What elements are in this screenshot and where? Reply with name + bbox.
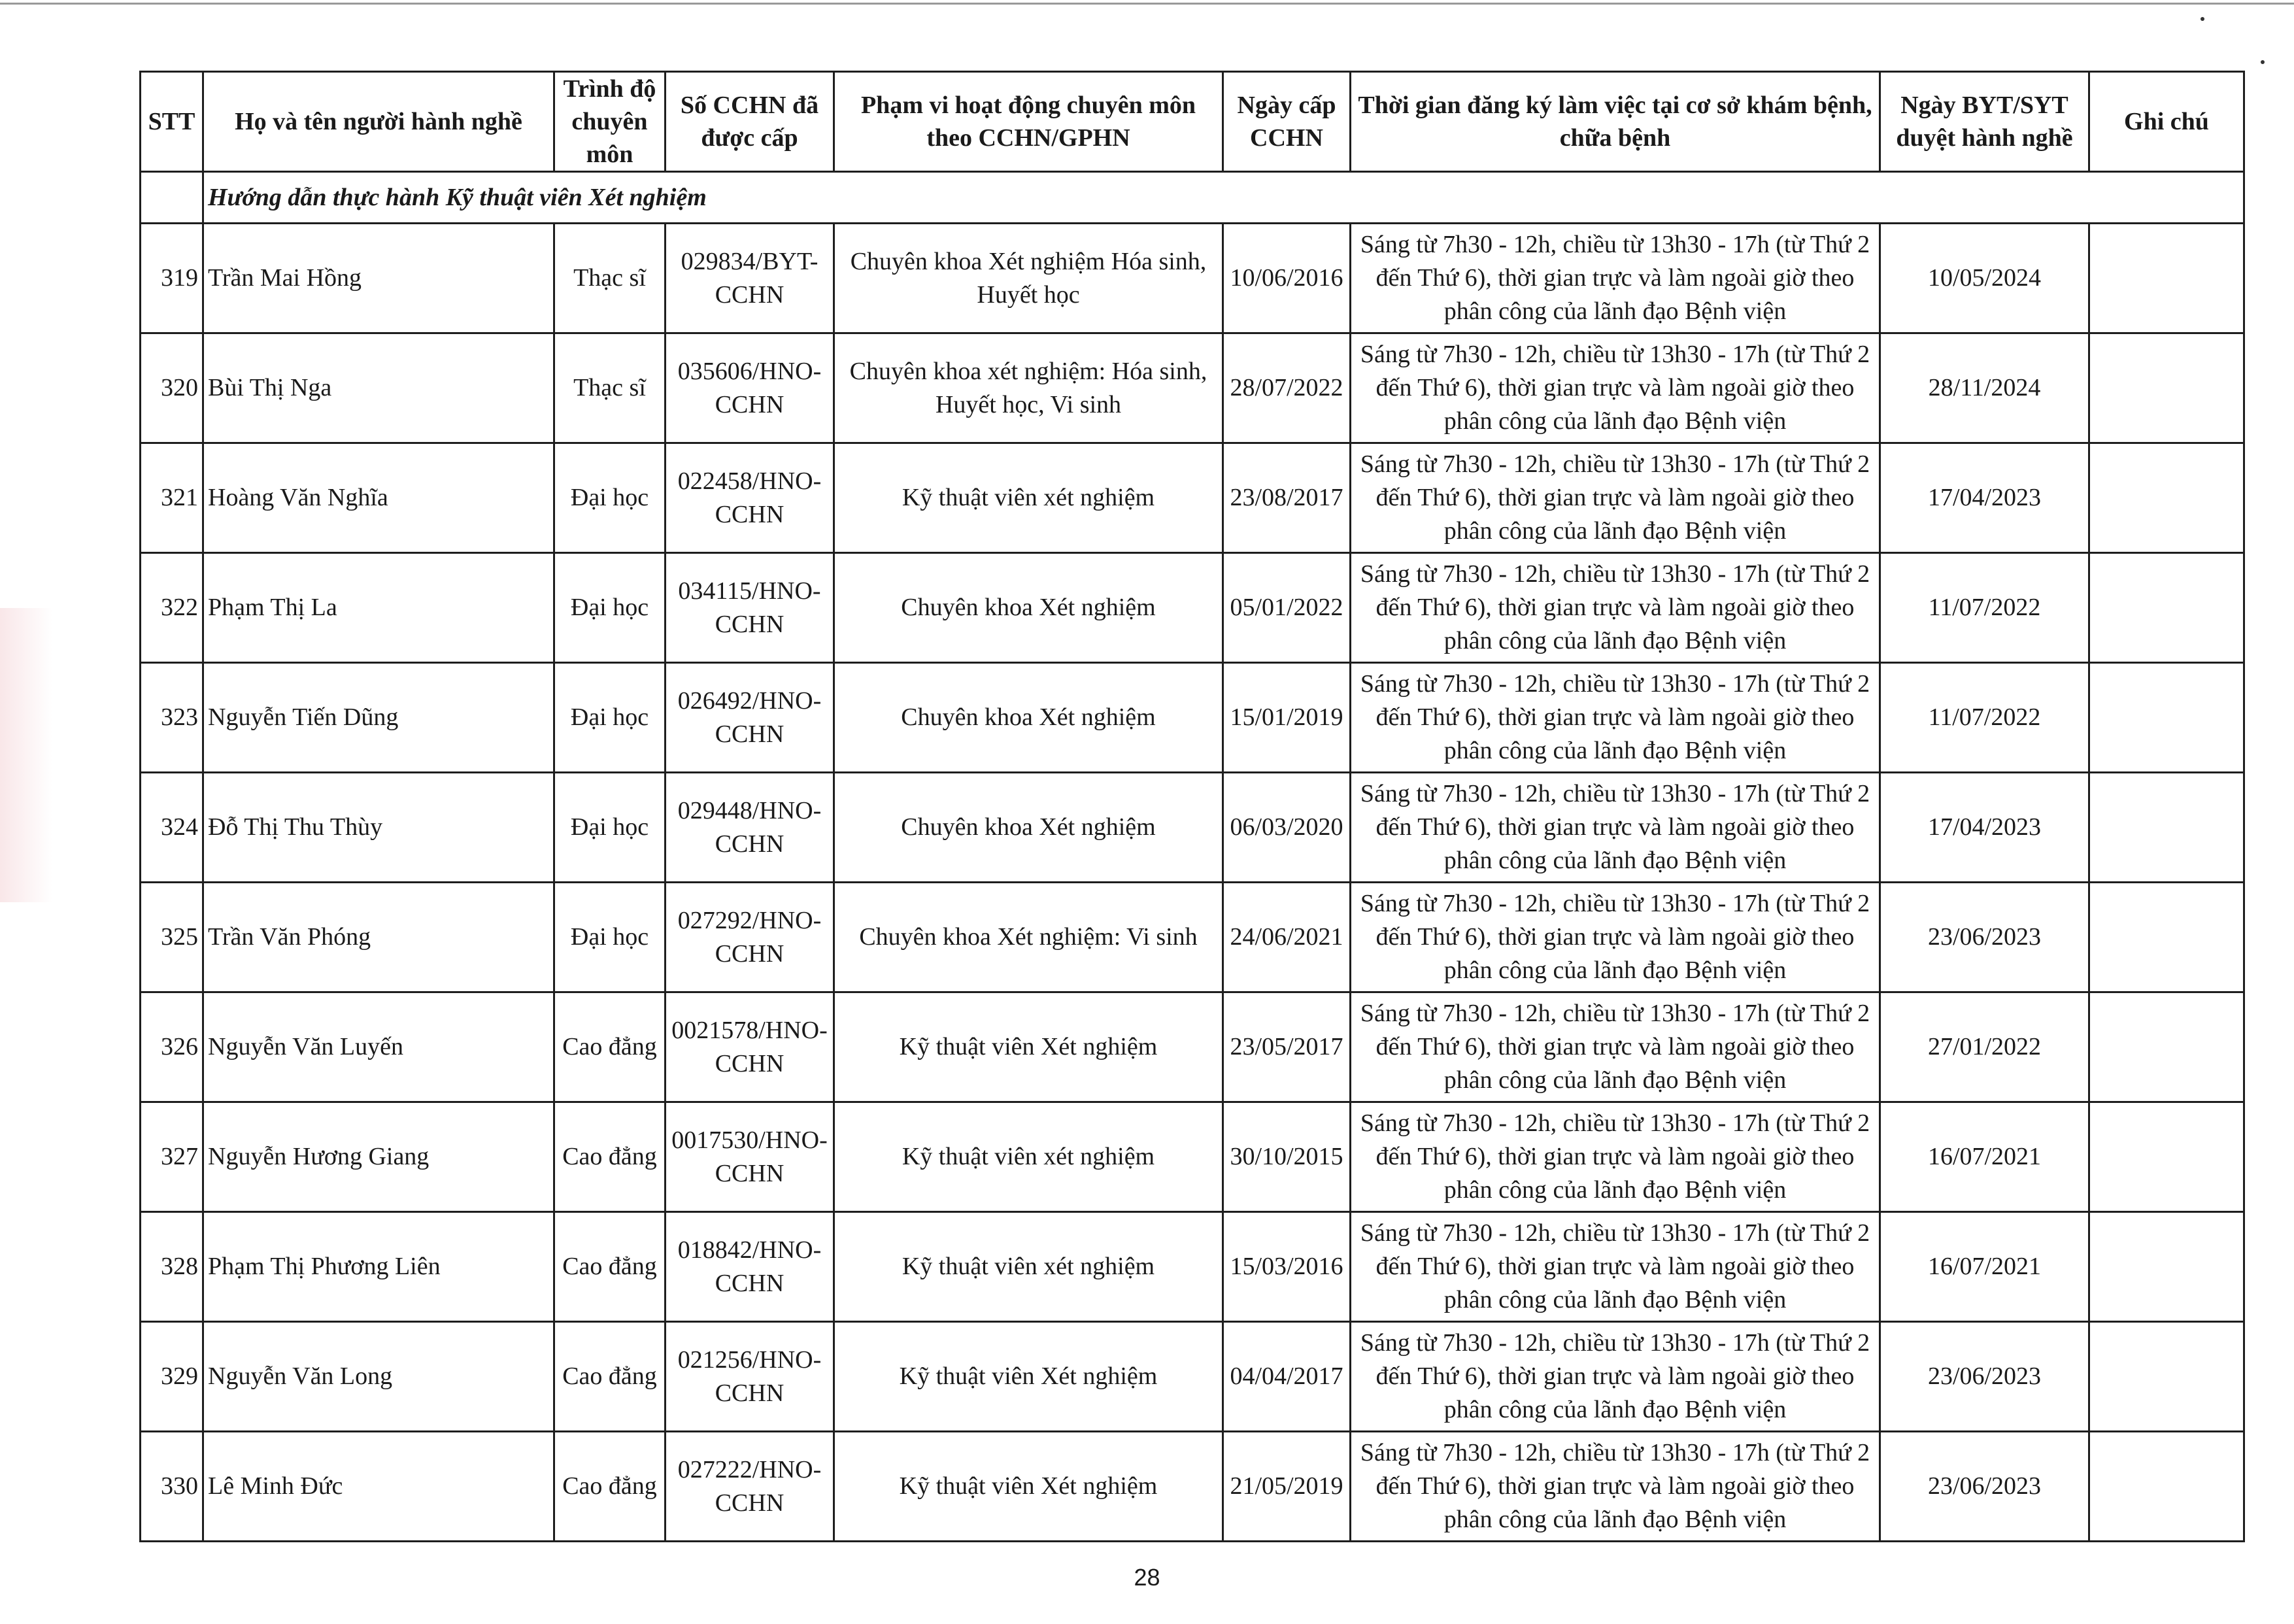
cell-name: Phạm Thị La — [203, 553, 554, 663]
table-row — [141, 1102, 2244, 1212]
cell-scope: Chuyên khoa Xét nghiệm — [834, 663, 1223, 773]
cell-approval-date: 23/06/2023 — [1880, 883, 2089, 992]
cell-issue-date: 28/07/2022 — [1223, 333, 1351, 443]
cell-schedule: Sáng từ 7h30 - 12h, chiều từ 13h30 - 17h (từ Thứ 2 đến Thứ 6), thời gian trực và làm ngoài giờ theo phân công của lãnh đạo Bệnh viện — [1351, 992, 1880, 1102]
cell-issue-date: 23/05/2017 — [1223, 992, 1351, 1102]
cell-scope: Chuyên khoa Xét nghiệm Hóa sinh, Huyết học — [834, 224, 1223, 333]
header-note: Ghi chú — [2089, 72, 2244, 172]
cell-approval-date: 27/01/2022 — [1880, 992, 2089, 1102]
cell-name: Nguyễn Văn Long — [203, 1322, 554, 1432]
cell-cert: 027222/HNO-CCHN — [666, 1432, 834, 1542]
cell-cert: 035606/HNO-CCHN — [666, 333, 834, 443]
table-row — [141, 553, 2244, 663]
header-name: Họ và tên người hành nghề — [203, 72, 554, 172]
cell-scope: Kỹ thuật viên Xét nghiệm — [834, 992, 1223, 1102]
cell-stt: 325 — [141, 883, 203, 992]
cell-issue-date: 15/03/2016 — [1223, 1212, 1351, 1322]
group-row — [141, 172, 2244, 224]
group-stt-cell — [141, 172, 203, 224]
cell-cert: 018842/HNO-CCHN — [666, 1212, 834, 1322]
cell-approval-date: 17/04/2023 — [1880, 773, 2089, 883]
cell-name: Phạm Thị Phương Liên — [203, 1212, 554, 1322]
table-row — [141, 443, 2244, 553]
cell-approval-date: 17/04/2023 — [1880, 443, 2089, 553]
cell-note — [2089, 773, 2244, 883]
cell-note — [2089, 224, 2244, 333]
cell-stt: 320 — [141, 333, 203, 443]
cell-note — [2089, 1432, 2244, 1542]
scan-speck — [2261, 60, 2265, 64]
cell-name: Nguyễn Hương Giang — [203, 1102, 554, 1212]
cell-cert: 021256/HNO-CCHN — [666, 1322, 834, 1432]
stamp-bleed-mark — [0, 608, 52, 902]
cell-note — [2089, 1322, 2244, 1432]
cell-issue-date: 24/06/2021 — [1223, 883, 1351, 992]
cell-schedule: Sáng từ 7h30 - 12h, chiều từ 13h30 - 17h (từ Thứ 2 đến Thứ 6), thời gian trực và làm ngoài giờ theo phân công của lãnh đạo Bệnh viện — [1351, 333, 1880, 443]
cell-stt: 328 — [141, 1212, 203, 1322]
practitioner-table — [139, 71, 2245, 1542]
cell-approval-date: 10/05/2024 — [1880, 224, 2089, 333]
cell-note — [2089, 1212, 2244, 1322]
cell-name: Nguyễn Văn Luyến — [203, 992, 554, 1102]
cell-schedule: Sáng từ 7h30 - 12h, chiều từ 13h30 - 17h (từ Thứ 2 đến Thứ 6), thời gian trực và làm ngoài giờ theo phân công của lãnh đạo Bệnh viện — [1351, 1432, 1880, 1542]
cell-approval-date: 23/06/2023 — [1880, 1322, 2089, 1432]
cell-approval-date: 11/07/2022 — [1880, 553, 2089, 663]
table-row — [141, 1432, 2244, 1542]
cell-scope: Kỹ thuật viên Xét nghiệm — [834, 1432, 1223, 1542]
scan-speck — [2201, 17, 2204, 21]
cell-level: Cao đẳng — [554, 1322, 666, 1432]
cell-cert: 0021578/HNO-CCHN — [666, 992, 834, 1102]
cell-approval-date: 16/07/2021 — [1880, 1102, 2089, 1212]
cell-note — [2089, 553, 2244, 663]
cell-stt: 327 — [141, 1102, 203, 1212]
cell-issue-date: 06/03/2020 — [1223, 773, 1351, 883]
cell-note — [2089, 663, 2244, 773]
cell-level: Thạc sĩ — [554, 333, 666, 443]
cell-note — [2089, 883, 2244, 992]
table-row — [141, 663, 2244, 773]
cell-scope: Kỹ thuật viên xét nghiệm — [834, 1102, 1223, 1212]
cell-issue-date: 23/08/2017 — [1223, 443, 1351, 553]
cell-stt: 330 — [141, 1432, 203, 1542]
cell-name: Trần Văn Phóng — [203, 883, 554, 992]
cell-stt: 326 — [141, 992, 203, 1102]
cell-schedule: Sáng từ 7h30 - 12h, chiều từ 13h30 - 17h (từ Thứ 2 đến Thứ 6), thời gian trực và làm ngoài giờ theo phân công của lãnh đạo Bệnh viện — [1351, 1102, 1880, 1212]
cell-issue-date: 10/06/2016 — [1223, 224, 1351, 333]
header-cert: Số CCHN đã được cấp — [666, 72, 834, 172]
cell-cert: 034115/HNO-CCHN — [666, 553, 834, 663]
cell-level: Đại học — [554, 443, 666, 553]
cell-approval-date: 11/07/2022 — [1880, 663, 2089, 773]
cell-stt: 323 — [141, 663, 203, 773]
cell-stt: 321 — [141, 443, 203, 553]
cell-name: Trần Mai Hồng — [203, 224, 554, 333]
cell-note — [2089, 992, 2244, 1102]
cell-issue-date: 21/05/2019 — [1223, 1432, 1351, 1542]
table-row — [141, 1212, 2244, 1322]
cell-name: Đỗ Thị Thu Thùy — [203, 773, 554, 883]
cell-stt: 324 — [141, 773, 203, 883]
cell-name: Bùi Thị Nga — [203, 333, 554, 443]
cell-level: Thạc sĩ — [554, 224, 666, 333]
cell-level: Đại học — [554, 773, 666, 883]
cell-stt: 319 — [141, 224, 203, 333]
cell-level: Đại học — [554, 553, 666, 663]
cell-schedule: Sáng từ 7h30 - 12h, chiều từ 13h30 - 17h (từ Thứ 2 đến Thứ 6), thời gian trực và làm ngoài giờ theo phân công của lãnh đạo Bệnh viện — [1351, 224, 1880, 333]
cell-schedule: Sáng từ 7h30 - 12h, chiều từ 13h30 - 17h (từ Thứ 2 đến Thứ 6), thời gian trực và làm ngoài giờ theo phân công của lãnh đạo Bệnh viện — [1351, 663, 1880, 773]
cell-scope: Kỹ thuật viên xét nghiệm — [834, 443, 1223, 553]
cell-approval-date: 28/11/2024 — [1880, 333, 2089, 443]
cell-cert: 026492/HNO-CCHN — [666, 663, 834, 773]
cell-schedule: Sáng từ 7h30 - 12h, chiều từ 13h30 - 17h (từ Thứ 2 đến Thứ 6), thời gian trực và làm ngoài giờ theo phân công của lãnh đạo Bệnh viện — [1351, 773, 1880, 883]
table-row — [141, 1322, 2244, 1432]
cell-schedule: Sáng từ 7h30 - 12h, chiều từ 13h30 - 17h (từ Thứ 2 đến Thứ 6), thời gian trực và làm ngoài giờ theo phân công của lãnh đạo Bệnh viện — [1351, 883, 1880, 992]
cell-name: Nguyễn Tiến Dũng — [203, 663, 554, 773]
page-number: 28 — [1134, 1564, 1160, 1591]
header-level: Trình độ chuyên môn — [554, 72, 666, 172]
cell-level: Đại học — [554, 883, 666, 992]
cell-stt: 329 — [141, 1322, 203, 1432]
cell-level: Đại học — [554, 663, 666, 773]
cell-scope: Kỹ thuật viên xét nghiệm — [834, 1212, 1223, 1322]
cell-scope: Chuyên khoa Xét nghiệm — [834, 773, 1223, 883]
cell-approval-date: 16/07/2021 — [1880, 1212, 2089, 1322]
cell-level: Cao đẳng — [554, 1212, 666, 1322]
cell-cert: 029834/BYT-CCHN — [666, 224, 834, 333]
table-row — [141, 224, 2244, 333]
cell-level: Cao đẳng — [554, 1102, 666, 1212]
table-row — [141, 333, 2244, 443]
cell-issue-date: 30/10/2015 — [1223, 1102, 1351, 1212]
cell-schedule: Sáng từ 7h30 - 12h, chiều từ 13h30 - 17h (từ Thứ 2 đến Thứ 6), thời gian trực và làm ngoài giờ theo phân công của lãnh đạo Bệnh viện — [1351, 1212, 1880, 1322]
table-row — [141, 992, 2244, 1102]
cell-level: Cao đẳng — [554, 1432, 666, 1542]
cell-cert: 022458/HNO-CCHN — [666, 443, 834, 553]
cell-schedule: Sáng từ 7h30 - 12h, chiều từ 13h30 - 17h (từ Thứ 2 đến Thứ 6), thời gian trực và làm ngoài giờ theo phân công của lãnh đạo Bệnh viện — [1351, 443, 1880, 553]
cell-scope: Chuyên khoa Xét nghiệm — [834, 553, 1223, 663]
cell-cert: 027292/HNO-CCHN — [666, 883, 834, 992]
header-approval-date: Ngày BYT/SYT duyệt hành nghề — [1880, 72, 2089, 172]
table-header-row — [141, 72, 2244, 172]
cell-schedule: Sáng từ 7h30 - 12h, chiều từ 13h30 - 17h (từ Thứ 2 đến Thứ 6), thời gian trực và làm ngoài giờ theo phân công của lãnh đạo Bệnh viện — [1351, 553, 1880, 663]
table-row — [141, 773, 2244, 883]
cell-cert: 0017530/HNO-CCHN — [666, 1102, 834, 1212]
header-stt: STT — [141, 72, 203, 172]
cell-issue-date: 04/04/2017 — [1223, 1322, 1351, 1432]
cell-name: Lê Minh Đức — [203, 1432, 554, 1542]
cell-issue-date: 15/01/2019 — [1223, 663, 1351, 773]
cell-note — [2089, 443, 2244, 553]
cell-name: Hoàng Văn Nghĩa — [203, 443, 554, 553]
cell-issue-date: 05/01/2022 — [1223, 553, 1351, 663]
cell-scope: Chuyên khoa xét nghiệm: Hóa sinh, Huyết học, Vi sinh — [834, 333, 1223, 443]
cell-note — [2089, 1102, 2244, 1212]
cell-cert: 029448/HNO-CCHN — [666, 773, 834, 883]
cell-scope: Kỹ thuật viên Xét nghiệm — [834, 1322, 1223, 1432]
cell-approval-date: 23/06/2023 — [1880, 1432, 2089, 1542]
scan-top-rule — [0, 3, 2294, 5]
header-issue-date: Ngày cấp CCHN — [1223, 72, 1351, 172]
cell-level: Cao đẳng — [554, 992, 666, 1102]
cell-schedule: Sáng từ 7h30 - 12h, chiều từ 13h30 - 17h (từ Thứ 2 đến Thứ 6), thời gian trực và làm ngoài giờ theo phân công của lãnh đạo Bệnh viện — [1351, 1322, 1880, 1432]
header-scope: Phạm vi hoạt động chuyên môn theo CCHN/GPHN — [834, 72, 1223, 172]
cell-note — [2089, 333, 2244, 443]
table-row — [141, 883, 2244, 992]
cell-scope: Chuyên khoa Xét nghiệm: Vi sinh — [834, 883, 1223, 992]
group-title: Hướng dẫn thực hành Kỹ thuật viên Xét nghiệm — [203, 172, 2244, 224]
header-schedule: Thời gian đăng ký làm việc tại cơ sở khám bệnh, chữa bệnh — [1351, 72, 1880, 172]
cell-stt: 322 — [141, 553, 203, 663]
